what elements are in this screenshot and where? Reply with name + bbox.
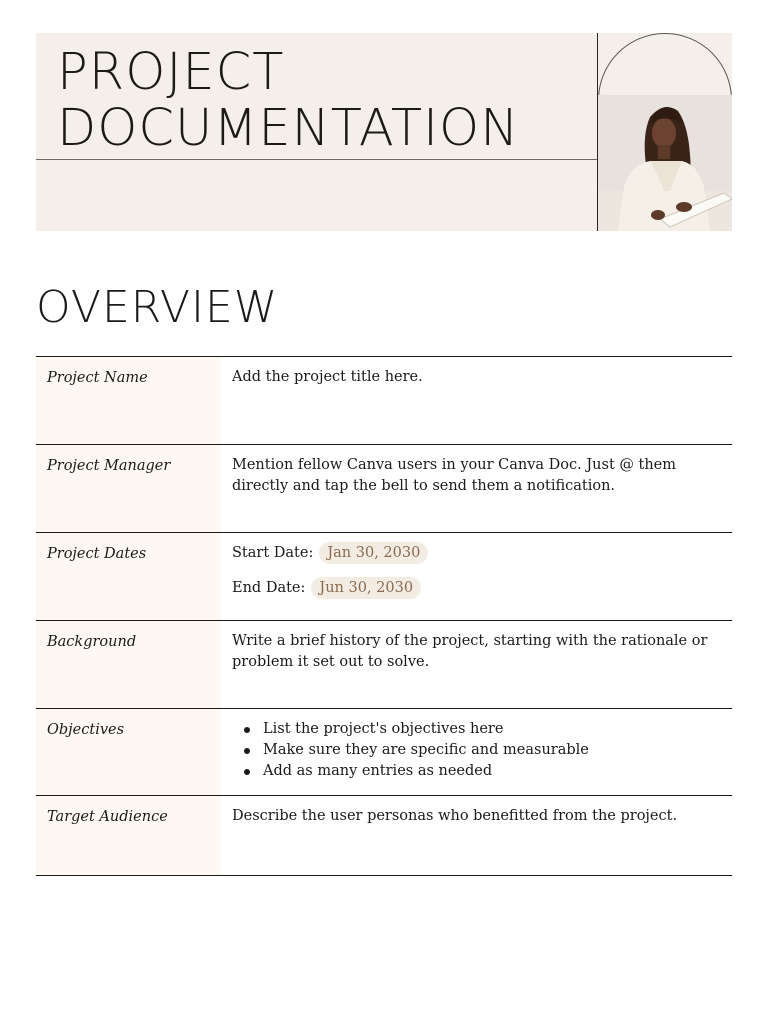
end-date-line — [232, 576, 720, 600]
row-project-manager — [36, 445, 732, 533]
objectives-list — [232, 719, 720, 782]
objective-item[interactable]: Make sure they are specific and measurable — [232, 740, 720, 761]
start-date-chip[interactable]: Jan 30, 2030 — [319, 542, 428, 564]
end-date-label: End Date: — [232, 579, 306, 596]
row-target-audience — [36, 796, 732, 876]
row-objectives — [36, 709, 732, 796]
header-banner — [36, 33, 732, 231]
value-project-name[interactable]: Add the project title here. — [232, 369, 423, 385]
row-project-dates — [36, 533, 732, 621]
header-photo — [598, 95, 732, 231]
label-objectives: Objectives — [36, 709, 221, 795]
overview-title: OVERVIEW — [36, 282, 279, 333]
start-date-label: Start Date: — [232, 544, 314, 561]
label-target-audience: Target Audience — [36, 796, 221, 875]
overview-table — [36, 356, 732, 876]
label-project-name: Project Name — [36, 357, 221, 444]
value-project-manager[interactable]: Mention fellow Canva users in your Canva Doc. Just @ them directly and tap the bell to send them a notification. — [232, 457, 676, 494]
label-project-manager: Project Manager — [36, 445, 221, 532]
value-background[interactable]: Write a brief history of the project, starting with the rationale or problem it set out to solve. — [232, 633, 708, 670]
row-project-name — [36, 357, 732, 445]
value-target-audience[interactable]: Describe the user personas who benefitted from the project. — [232, 808, 678, 824]
objective-item[interactable]: Add as many entries as needed — [232, 761, 720, 782]
value-objectives — [221, 709, 732, 795]
label-project-dates: Project Dates — [36, 533, 221, 620]
page-title-line-2: DOCUMENTATION — [57, 99, 520, 158]
end-date-chip[interactable]: Jun 30, 2030 — [311, 577, 421, 599]
page-title — [57, 45, 519, 157]
row-background — [36, 621, 732, 709]
objective-item[interactable]: List the project's objectives here — [232, 719, 720, 740]
start-date-line — [232, 541, 720, 565]
page-title-line-1: PROJECT — [57, 43, 285, 102]
label-background: Background — [36, 621, 221, 708]
value-project-dates — [221, 533, 732, 620]
